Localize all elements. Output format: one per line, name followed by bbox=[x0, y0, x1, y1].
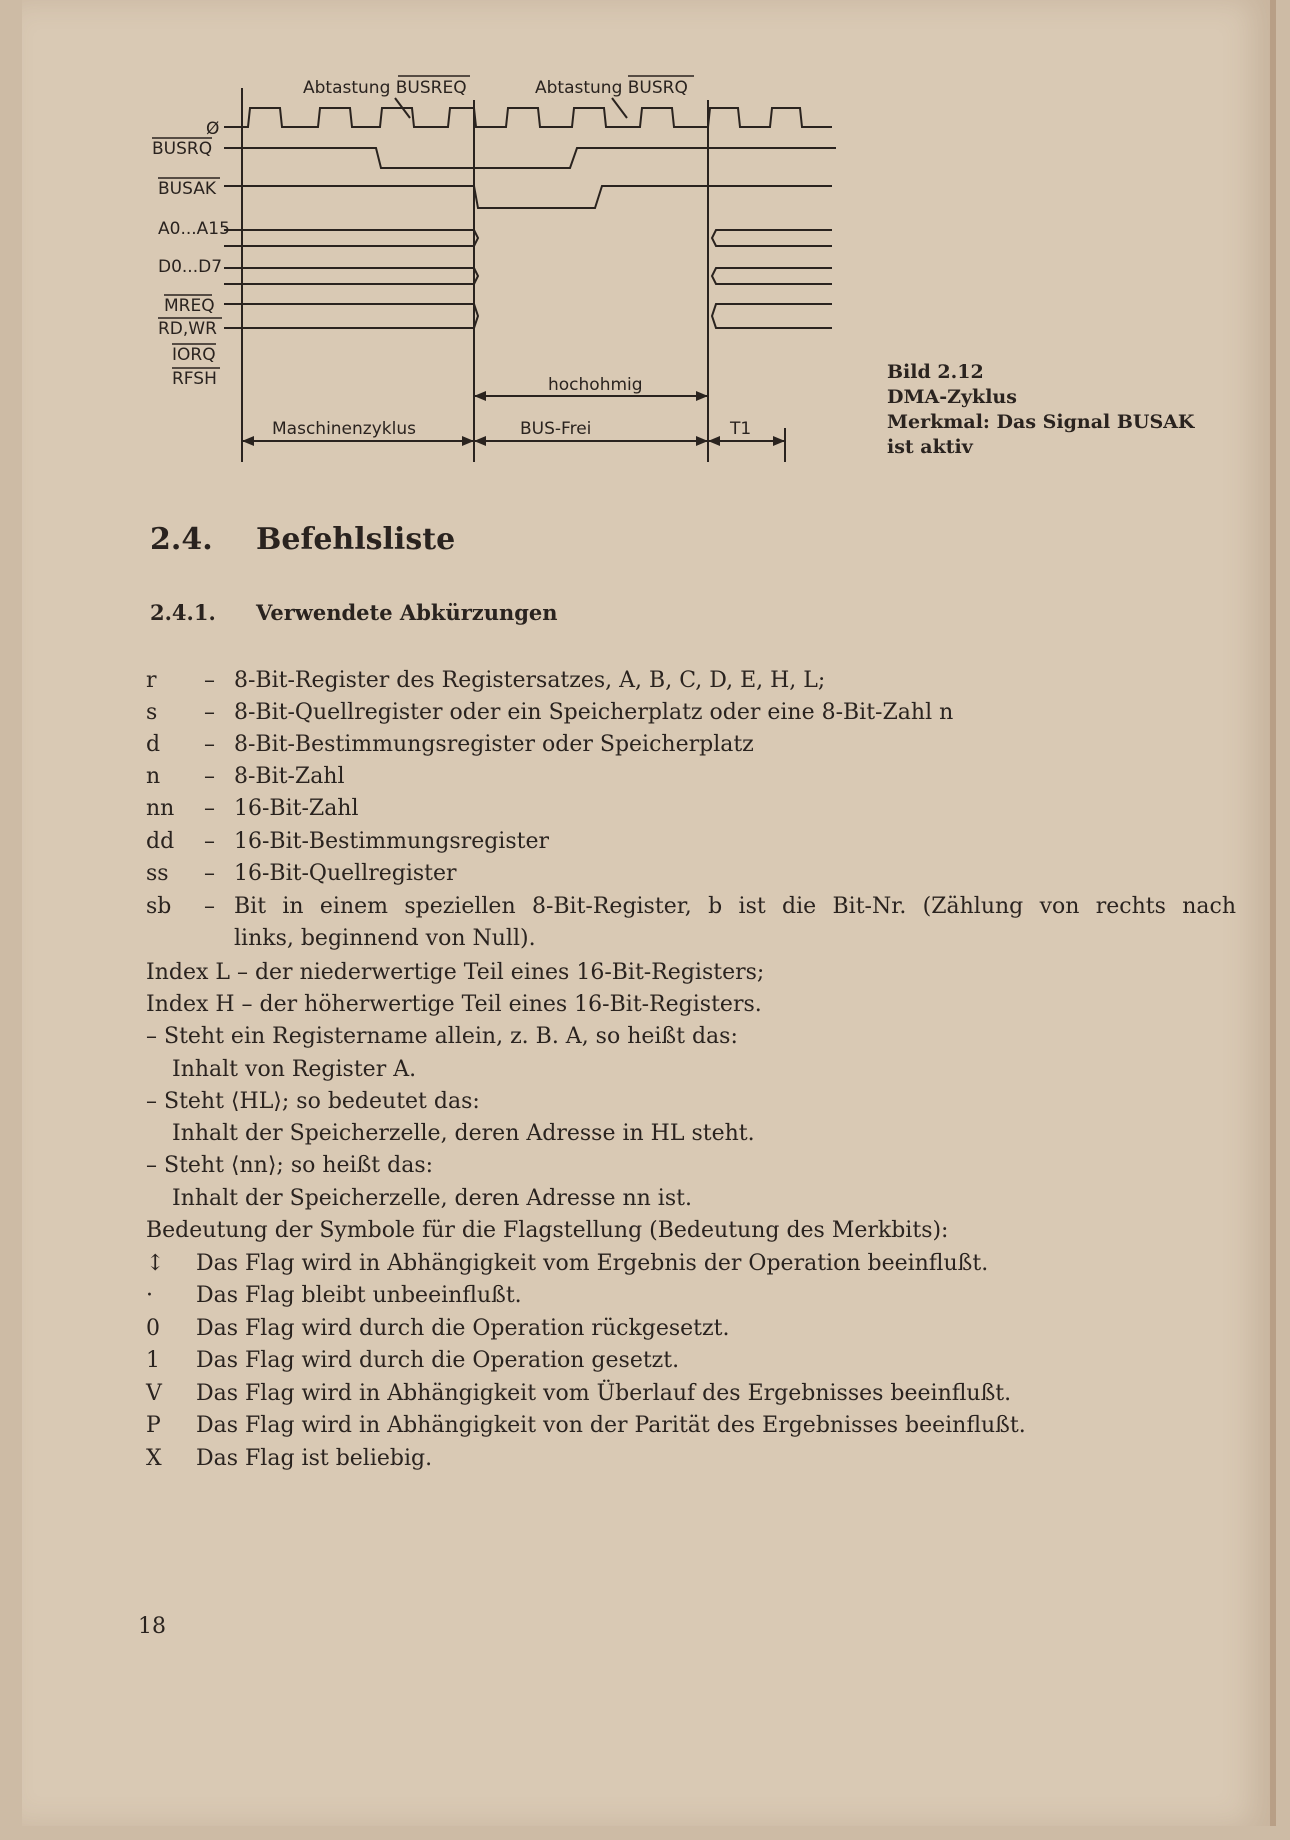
abbreviation-text: 16-Bit-Zahl bbox=[234, 796, 359, 821]
abbreviation-symbol: r bbox=[146, 668, 157, 693]
nn-meaning: Inhalt der Speicherzelle, deren Adresse nn ist. bbox=[172, 1186, 692, 1211]
label-bus-frei: BUS-Frei bbox=[520, 419, 592, 439]
signal-mreq: MREQ bbox=[164, 296, 215, 316]
label-abtastung-busreq: Abtastung BUSREQ bbox=[303, 78, 467, 98]
abbreviation-symbol: ss bbox=[146, 861, 169, 886]
abbreviation-symbol: s bbox=[146, 700, 158, 725]
abbreviation-symbol: n bbox=[146, 764, 161, 789]
index-h-line: Index H – der höherwertige Teil eines 16-Bit-Registers. bbox=[146, 992, 762, 1017]
caption-figure-number: Bild 2.12 bbox=[887, 361, 984, 383]
section-heading bbox=[150, 522, 455, 557]
abbreviation-text: Bit in einem speziellen 8-Bit-Register, b ist die Bit-Nr. (Zählung von rechts nach bbox=[234, 894, 1236, 919]
signal-data: D0...D7 bbox=[158, 257, 223, 277]
flag-text: Das Flag wird durch die Operation rückgesetzt. bbox=[196, 1316, 730, 1341]
hl-meaning: Inhalt der Speicherzelle, deren Adresse in HL steht. bbox=[172, 1121, 755, 1146]
section-title: Befehlsliste bbox=[256, 522, 456, 557]
flag-text: Das Flag ist beliebig. bbox=[196, 1446, 433, 1471]
signal-busrq: BUSRQ bbox=[152, 139, 213, 159]
abbreviation-text: 8-Bit-Zahl bbox=[234, 764, 345, 789]
hl-rule: – Steht ⟨HL⟩; so bedeutet das: bbox=[146, 1089, 480, 1114]
abbreviation-symbol: d bbox=[146, 732, 161, 757]
abbreviation-text: 8-Bit-Quellregister oder ein Speicherplatz oder eine 8-Bit-Zahl n bbox=[234, 700, 954, 725]
signal-busak: BUSAK bbox=[158, 179, 216, 199]
flag-text: Das Flag wird durch die Operation gesetzt. bbox=[196, 1348, 680, 1373]
register-name-meaning: Inhalt von Register A. bbox=[172, 1057, 417, 1082]
signal-address: A0...A15 bbox=[158, 219, 230, 239]
page-number: 18 bbox=[138, 1614, 166, 1639]
index-l-line: Index L – der niederwertige Teil eines 16-Bit-Registers; bbox=[146, 960, 765, 985]
subsection-number: 2.4.1. bbox=[150, 600, 216, 625]
register-name-rule: – Steht ein Registername allein, z. B. A, so heißt das: bbox=[146, 1024, 738, 1049]
abbreviation-symbol: nn bbox=[146, 796, 175, 821]
label-t1: T1 bbox=[730, 419, 752, 439]
flag-symbol: P bbox=[146, 1413, 161, 1438]
flag-symbol: X bbox=[146, 1446, 162, 1471]
flag-text: Das Flag wird in Abhängigkeit von der Parität des Ergebnisses beeinflußt. bbox=[196, 1413, 1026, 1438]
label-hochohmig: hochohmig bbox=[548, 375, 643, 395]
flag-text: Das Flag wird in Abhängigkeit vom Überlauf des Ergebnisses beeinflußt. bbox=[196, 1381, 1012, 1406]
abbreviation-text: 8-Bit-Register des Registersatzes, A, B, C, D, E, H, L; bbox=[234, 668, 826, 693]
signal-rfsh: RFSH bbox=[172, 369, 217, 389]
flag-symbol: 0 bbox=[146, 1316, 160, 1341]
signal-rdwr: RD,WR bbox=[158, 319, 217, 339]
flag-text: Das Flag bleibt unbeeinflußt. bbox=[196, 1283, 522, 1308]
subsection-heading bbox=[150, 600, 558, 625]
nn-rule: – Steht ⟨nn⟩; so heißt das: bbox=[146, 1153, 434, 1178]
caption-title: DMA-Zyklus bbox=[887, 386, 1017, 408]
abbreviation-symbol: sb bbox=[146, 894, 172, 919]
figure-caption bbox=[887, 360, 1194, 460]
abbreviation-text: 16-Bit-Quellregister bbox=[234, 861, 457, 886]
abbreviation-text: 16-Bit-Bestimmungsregister bbox=[234, 829, 550, 854]
abbreviation-text-continued: links, beginnend von Null). bbox=[234, 926, 536, 951]
caption-feature-cont: ist aktiv bbox=[887, 436, 973, 458]
flag-symbol: · bbox=[146, 1283, 153, 1308]
flag-symbols-heading: Bedeutung der Symbole für die Flagstellung (Bedeutung des Merkbits): bbox=[146, 1218, 949, 1243]
label-abtastung-busrq: Abtastung BUSRQ bbox=[535, 78, 688, 98]
signal-phi: Ø bbox=[206, 119, 220, 139]
flag-text: Das Flag wird in Abhängigkeit vom Ergebnis der Operation beeinflußt. bbox=[196, 1251, 989, 1276]
flag-symbol: ↕ bbox=[146, 1251, 165, 1276]
subsection-title: Verwendete Abkürzungen bbox=[256, 600, 558, 625]
flag-symbol: 1 bbox=[146, 1348, 160, 1373]
caption-feature: Merkmal: Das Signal BUSAK bbox=[887, 411, 1195, 433]
abbreviation-text: 8-Bit-Bestimmungsregister oder Speicherplatz bbox=[234, 732, 754, 757]
flag-symbol: V bbox=[146, 1381, 162, 1406]
abbreviation-symbol: dd bbox=[146, 829, 175, 854]
label-maschinenzyklus: Maschinenzyklus bbox=[272, 419, 416, 439]
section-number: 2.4. bbox=[150, 522, 213, 557]
signal-iorq: IORQ bbox=[172, 345, 216, 365]
